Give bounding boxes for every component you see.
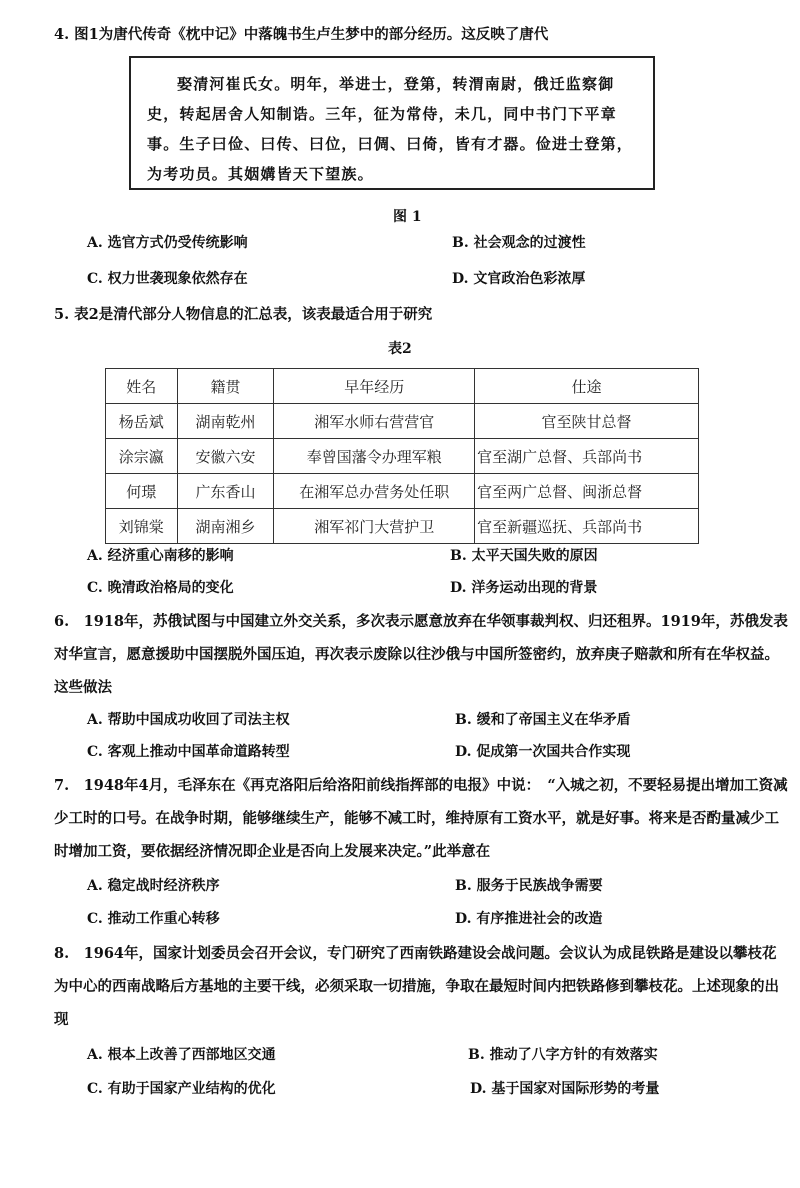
table-header-row [106,369,699,404]
q7-stem: 7. 1948年4月，毛泽东在《再克洛阳后给洛阳前线指挥部的电报》中说： “入城之初，不要轻易提出增加工资减少工时的口号。在战争时期，能够继续生产，能够不减工时，维持原有工资水平，就是好事。将来是否酌量减少工时增加工资，要依据经济情况即企业是否向上发展来决定。”此举意在 [54,777,788,860]
q6-stem: 6. 1918年，苏俄试图与中国建立外交关系，多次表示愿意放弃在华领事裁判权、归还租界。1919年，苏俄发表对华宣言，愿意援助中国摆脱外国压迫，再次表示废除以往沙俄与中国所签密约，放弃庚子赔款和所有在华权益。这些做法 [54,613,788,696]
table-header-native-place: 籍贯 [177,369,274,404]
q5-option-d[interactable]: D. 洋务运动出现的背景 [450,580,598,596]
table-row [106,404,699,439]
q7-option-d[interactable]: D. 有序推进社会的改造 [455,911,603,927]
table-row [106,439,699,474]
q7-option-a[interactable]: A. 稳定战时经济秩序 [87,878,220,894]
q4-stem: 4. 图1为唐代传奇《枕中记》中落魄书生卢生梦中的部分经历。这反映了唐代 [54,26,549,43]
q5-option-b[interactable]: B. 太平天国失败的原因 [450,548,598,564]
table-cell: 奉曾国藩令办理军粮 [274,439,475,474]
table-cell: 湘军水师右营营官 [274,404,475,439]
table-cell: 何璟 [106,474,178,509]
figure-1-caption: 图 1 [393,209,422,225]
figure-1-quote-text: 娶清河崔氏女。明年，举进士，登第，转渭南尉，俄迁监察御史，转起居舍人知制诰。三年，征为常侍，未几，同中书门下平章事。生子曰俭、曰传、曰位，曰倜、曰倚，皆有才器。俭进士登第，为考功员。其姻媾皆天下望族。 [147,75,634,183]
table-cell: 湘军祁门大营护卫 [274,509,475,544]
q7-option-c[interactable]: C. 推动工作重心转移 [87,911,220,927]
q8-option-c[interactable]: C. 有助于国家产业结构的优化 [87,1081,276,1097]
table-header-career: 仕途 [475,369,699,404]
table-cell: 官至湖广总督、兵部尚书 [475,439,699,474]
table-cell: 湖南乾州 [177,404,274,439]
table-cell: 刘锦棠 [106,509,178,544]
q7-option-b[interactable]: B. 服务于民族战争需要 [455,878,603,894]
q5-stem: 5. 表2是清代部分人物信息的汇总表，该表最适合用于研究 [54,306,433,323]
q6-option-d[interactable]: D. 促成第一次国共合作实现 [455,744,631,760]
table-header-early-experience: 早年经历 [274,369,475,404]
table-2 [105,368,699,544]
table-cell: 官至陕甘总督 [475,404,699,439]
q8-option-b[interactable]: B. 推动了八字方针的有效落实 [468,1047,658,1063]
q8-stem: 8. 1964年，国家计划委员会召开会议，专门研究了西南铁路建设会战问题。会议认为成昆铁路是建设以攀枝花为中心的西南战略后方基地的主要干线，必须采取一切措施，争取在最短时间内把铁路修到攀枝花。上述现象的出现 [54,945,779,1028]
table-2-caption: 表2 [388,341,412,357]
q6-option-a[interactable]: A. 帮助中国成功收回了司法主权 [87,712,290,728]
figure-1-quote-box [129,56,655,190]
table-cell: 安徽六安 [177,439,274,474]
q6-option-b[interactable]: B. 缓和了帝国主义在华矛盾 [455,712,631,728]
q8-option-d[interactable]: D. 基于国家对国际形势的考量 [470,1081,660,1097]
table-cell: 在湘军总办营务处任职 [274,474,475,509]
table-header-name: 姓名 [106,369,178,404]
table-cell: 湖南湘乡 [177,509,274,544]
table-cell: 涂宗瀛 [106,439,178,474]
q5-option-a[interactable]: A. 经济重心南移的影响 [87,548,234,564]
table-cell: 官至两广总督、闽浙总督 [475,474,699,509]
q8-option-a[interactable]: A. 根本上改善了西部地区交通 [87,1047,276,1063]
table-cell: 官至新疆巡抚、兵部尚书 [475,509,699,544]
table-cell: 广东香山 [177,474,274,509]
table-row [106,474,699,509]
q6-option-c[interactable]: C. 客观上推动中国革命道路转型 [87,744,290,760]
q4-option-b[interactable]: B. 社会观念的过渡性 [452,235,586,251]
table-row [106,509,699,544]
q4-option-a[interactable]: A. 选官方式仍受传统影响 [87,235,248,251]
q4-option-d[interactable]: D. 文官政治色彩浓厚 [452,271,586,287]
q4-option-c[interactable]: C. 权力世袭现象依然存在 [87,271,248,287]
table-cell: 杨岳斌 [106,404,178,439]
q5-option-c[interactable]: C. 晚清政治格局的变化 [87,580,234,596]
